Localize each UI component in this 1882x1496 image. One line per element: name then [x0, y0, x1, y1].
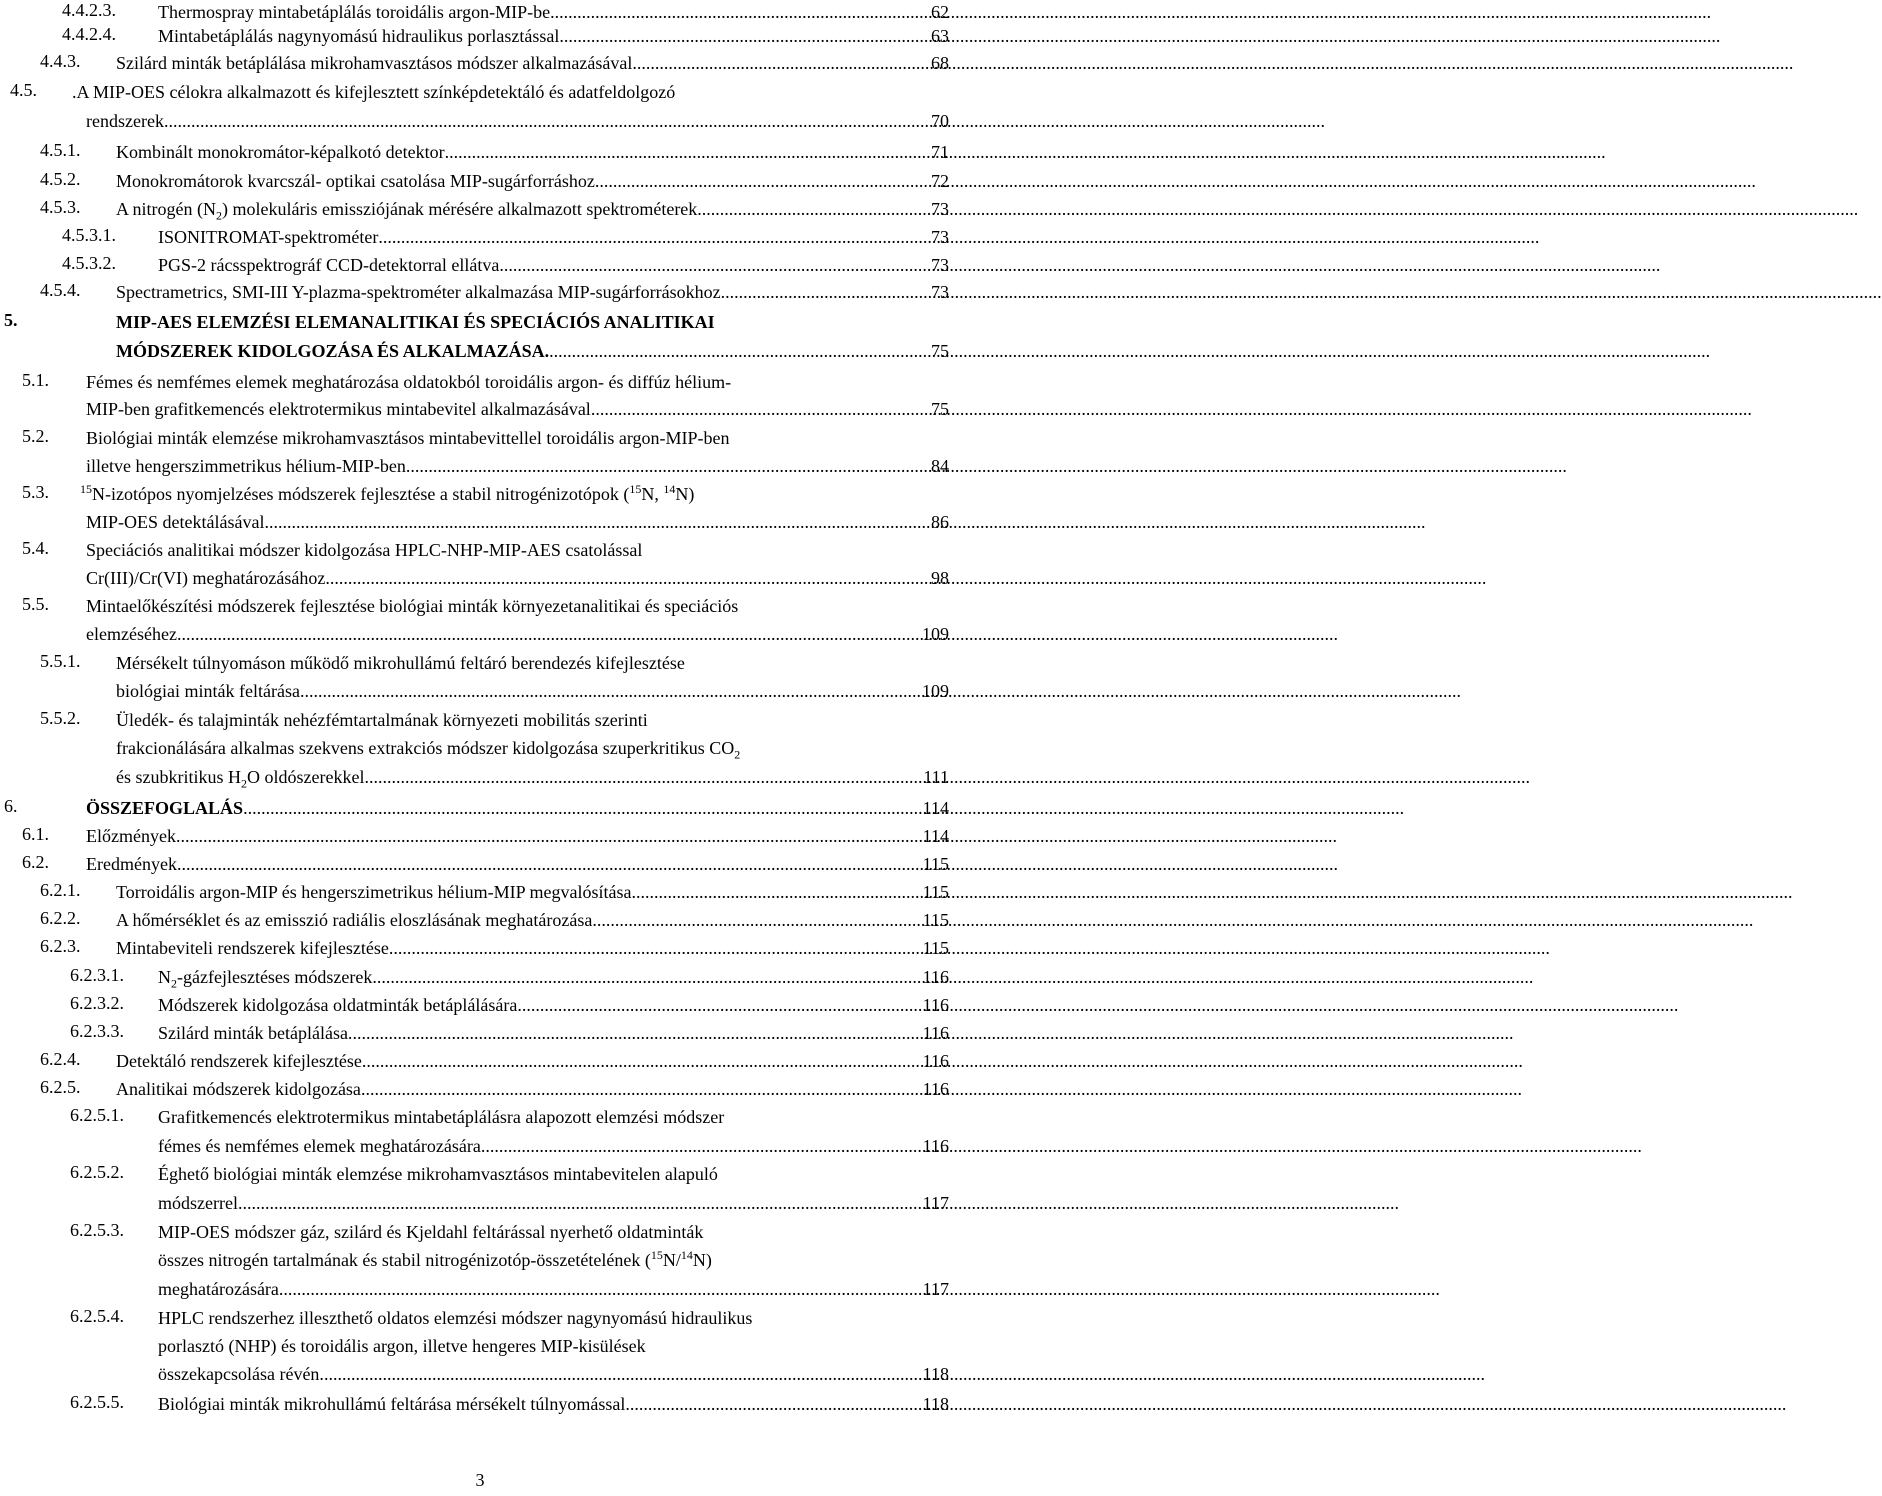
toc-page: 116	[922, 1051, 949, 1071]
toc-entry-line2	[86, 566, 949, 590]
toc-title: A nitrogén $(N_2)$ molekuláris emissziójának mérésére alkalmazott spektrométerek	[116, 199, 698, 223]
toc-entry-line2	[116, 679, 949, 703]
toc-title: Előzmények	[86, 826, 176, 846]
toc-page: 73	[931, 282, 949, 302]
toc-page: 73	[931, 199, 949, 219]
toc-title: Monokromátorok kvarcszál- optikai csatolása MIP-sugárforráshoz	[116, 171, 595, 191]
toc-entry-line3	[158, 1277, 949, 1301]
toc-page: 116	[922, 1079, 949, 1099]
toc-entry-line2	[158, 1134, 949, 1158]
toc-title: ISONITROMAT-spektrométer	[158, 227, 379, 247]
toc-page: 117	[922, 1193, 949, 1213]
toc-page: 84	[931, 456, 949, 476]
toc-number: 6.2.	[22, 852, 49, 872]
toc-number: 5.5.2.	[40, 708, 81, 728]
toc-entry	[86, 852, 949, 876]
toc-entry-line1	[158, 1105, 949, 1129]
toc-entry	[116, 197, 949, 221]
toc-entry	[116, 1077, 949, 1101]
toc-title: összekapcsolása révén.	[158, 1364, 324, 1384]
toc-title: Grafitkemencés elektrotermikus mintabetáplálásra alapozott elemzési módszer	[158, 1107, 725, 1127]
toc-page: 117	[922, 1279, 949, 1299]
toc-page: 116	[922, 967, 949, 987]
toc-entry	[116, 280, 949, 304]
toc-title: Analitikai módszerek kidolgozása	[116, 1079, 361, 1099]
toc-page: 75	[931, 399, 949, 419]
toc-number: 5.3.	[22, 482, 49, 502]
toc-entry	[116, 908, 949, 932]
toc-entry-line2	[86, 510, 949, 534]
toc-entry	[116, 936, 949, 960]
toc-page: 72	[931, 171, 949, 191]
toc-page: 114	[922, 798, 949, 818]
toc-entry	[116, 169, 949, 193]
toc-entry-line3	[116, 765, 949, 789]
toc-title: HPLC rendszerhez illeszthető oldatos elemzési módszer nagynyomású hidraulikus	[158, 1308, 753, 1328]
toc-title: Thermospray mintabetáplálás toroidális argon-MIP-be	[158, 2, 551, 22]
toc-page: 71	[931, 142, 949, 162]
toc-entry-line1	[116, 310, 949, 334]
toc-page: 63	[931, 26, 949, 46]
toc-entry	[86, 824, 949, 848]
toc-title: Módszerek kidolgozása oldatminták betáplálására	[158, 995, 518, 1015]
toc-page: 86	[931, 512, 949, 532]
toc-number: 5.5.	[22, 594, 49, 614]
toc-entry	[116, 880, 949, 904]
toc-entry	[116, 1049, 949, 1073]
toc-title: meghatározására	[158, 1279, 279, 1299]
toc-number: 4.4.2.4.	[62, 24, 116, 44]
toc-entry-line1	[86, 370, 949, 394]
toc-entry-line2	[158, 1334, 949, 1358]
toc-title: Üledék- és talajminták nehézfémtartalmának környezeti mobilitás szerinti	[116, 710, 648, 730]
toc-number: 6.2.5.	[40, 1077, 81, 1097]
toc-entry-line2	[116, 736, 949, 760]
toc-page: 115	[922, 882, 949, 902]
toc-number: 4.5.3.1.	[62, 225, 116, 245]
toc-number: 4.4.3.	[40, 51, 81, 71]
toc-page: 109	[922, 681, 949, 701]
toc-entry-line2	[86, 109, 949, 133]
toc-number: 4.5.4.	[40, 280, 81, 300]
toc-entry-line1	[158, 1162, 949, 1186]
toc-title: .A MIP-OES célokra alkalmazott és kifejlesztett színképdetektáló és adatfeldolgozó	[72, 82, 676, 102]
toc-number: 5.1.	[22, 370, 49, 390]
toc-title: Detektáló rendszerek kifejlesztése	[116, 1051, 362, 1071]
toc-title: módszerrel	[158, 1193, 238, 1213]
toc-entry-line2	[158, 1191, 949, 1215]
toc-entry-line2	[116, 339, 949, 363]
toc-title: MIP-OES módszer gáz, szilárd és Kjeldahl feltárással nyerhető oldatminták	[158, 1222, 704, 1242]
toc-entry-line1	[116, 708, 949, 732]
toc-entry	[86, 796, 949, 820]
toc-number: 5.	[4, 310, 18, 330]
toc-number: 4.5.2.	[40, 169, 81, 189]
toc-title: Kombinált monokromátor-képalkotó detektor	[116, 142, 445, 162]
toc-number: 4.5.3.	[40, 197, 81, 217]
toc-title: Biológiai minták mikrohullámú feltárása mérsékelt túlnyomással	[158, 1394, 626, 1414]
toc-page: 75	[931, 341, 949, 361]
toc-title: Fémes és nemfémes elemek meghatározása oldatokból toroidális argon- és diffúz hélium-	[86, 372, 732, 392]
toc-entry-line2	[86, 397, 949, 421]
toc-number: 6.2.5.1.	[70, 1105, 124, 1125]
toc-entry-line1	[158, 1306, 949, 1330]
toc-title: MIP-OES detektálásával	[86, 512, 265, 532]
toc-title: Speciációs analitikai módszer kidolgozása HPLC-NHP-MIP-AES csatolással	[86, 540, 643, 560]
toc-title: Mintabeviteli rendszerek kifejlesztése	[116, 938, 389, 958]
toc-number: 6.	[4, 796, 18, 816]
toc-title: Eredmények	[86, 854, 177, 874]
toc-entry	[158, 24, 949, 48]
toc-number: 6.2.2.	[40, 908, 81, 928]
toc-entry-line1	[72, 80, 949, 104]
toc-title: $^{15}$N-izotópos nyomjelzéses módszerek fejlesztése a stabil nitrogénizotópok ($^{15}$N, $^{14}$N)	[80, 482, 695, 504]
toc-page: 68	[931, 53, 949, 73]
toc-entry-line2	[86, 454, 949, 478]
page-number: 3	[475, 1470, 485, 1490]
toc-entry-line1	[86, 538, 949, 562]
toc-title: MÓDSZEREK KIDOLGOZÁSA ÉS ALKALMAZÁSA.	[116, 341, 550, 361]
toc-entry	[158, 993, 949, 1017]
toc-entry	[158, 965, 949, 989]
toc-entry	[158, 1021, 949, 1045]
toc-title: biológiai minták feltárása	[116, 681, 300, 701]
toc-page: 73	[931, 255, 949, 275]
toc-entry-line1	[86, 426, 949, 450]
toc-entry-line3	[158, 1362, 949, 1386]
toc-title: és szubkritikus $H_2O$ oldószerekkel.	[116, 767, 369, 791]
toc-title: ÖSSZEFOGLALÁS	[86, 798, 244, 818]
toc-number: 6.2.5.4.	[70, 1306, 124, 1326]
toc-title: Torroidális argon-MIP és hengerszimetrikus hélium-MIP megvalósítása	[116, 882, 632, 902]
toc-title: fémes és nemfémes elemek meghatározására	[158, 1136, 481, 1156]
toc-number: 6.2.3.1.	[70, 965, 124, 985]
toc-page: 118	[922, 1364, 949, 1384]
toc-number: 6.2.3.3.	[70, 1021, 124, 1041]
toc-entry-line1	[116, 651, 949, 675]
toc-entry-line1	[80, 482, 949, 506]
toc-title: A hőmérséklet és az emisszió radiális eloszlásának meghatározása	[116, 910, 593, 930]
toc-page: 109	[922, 624, 949, 644]
toc-page: 73	[931, 227, 949, 247]
toc-number: 5.5.1.	[40, 651, 81, 671]
toc-title: porlasztó (NHP) és toroidális argon, illetve hengeres MIP-kisülések	[158, 1336, 646, 1356]
toc-title: MIP-AES ELEMZÉSI ELEMANALITIKAI ÉS SPECIÁCIÓS ANALITIKAI	[116, 312, 715, 332]
toc-page: 116	[922, 995, 949, 1015]
toc-number: 4.5.3.2.	[62, 253, 116, 273]
toc-title: Spectrametrics, SMI-III Y-plazma-spektrométer alkalmazása MIP-sugárforrásokhoz	[116, 282, 721, 302]
toc-entry	[116, 51, 949, 75]
toc-number: 6.1.	[22, 824, 49, 844]
toc-title: $N_2$-gázfejlesztéses módszerek	[158, 967, 373, 991]
toc-title: Éghető biológiai minták elemzése mikrohamvasztásos mintabevitelen alapuló	[158, 1164, 718, 1184]
toc-title: elemzéséhez	[86, 624, 177, 644]
toc-number: 6.2.4.	[40, 1049, 81, 1069]
toc-entry-line1	[86, 594, 949, 618]
toc-number: 4.5.1.	[40, 140, 81, 160]
toc-page: 116	[922, 1136, 949, 1156]
toc-number: 4.4.2.3.	[62, 0, 116, 20]
toc-title: frakcionálására alkalmas szekvens extrakciós módszer kidolgozása szuperkritikus $CO_2$	[116, 738, 741, 762]
toc-number: 5.4.	[22, 538, 49, 558]
toc-number: 6.2.5.2.	[70, 1162, 124, 1182]
toc-entry	[158, 0, 949, 24]
toc-number: 4.5.	[10, 80, 37, 100]
toc-entry-line2	[158, 1248, 949, 1272]
toc-entry	[158, 225, 949, 249]
toc-page: 62	[931, 2, 949, 22]
toc-title: Szilárd minták betáplálása.	[158, 1023, 353, 1043]
toc-page: 115	[922, 854, 949, 874]
toc-page: 115	[922, 910, 949, 930]
toc-page: 111	[923, 767, 949, 787]
toc-page: 116	[922, 1023, 949, 1043]
toc-page: 115	[922, 938, 949, 958]
toc-title: rendszerek	[86, 111, 164, 131]
toc-title: Biológiai minták elemzése mikrohamvasztásos mintabevittellel toroidális argon-MIP-ben	[86, 428, 730, 448]
toc-number: 6.2.1.	[40, 880, 81, 900]
toc-number: 6.2.3.2.	[70, 993, 124, 1013]
toc-number: 6.2.5.3.	[70, 1220, 124, 1240]
toc-page: 98	[931, 568, 949, 588]
toc-title: Mérsékelt túlnyomáson működő mikrohullámú feltáró berendezés kifejlesztése	[116, 653, 685, 673]
toc-page: 114	[922, 826, 949, 846]
toc-title: Mintabetáplálás nagynyomású hidraulikus porlasztással	[158, 26, 560, 46]
toc-title: MIP-ben grafitkemencés elektrotermikus mintabevitel alkalmazásával	[86, 399, 591, 419]
toc-title: Szilárd minták betáplálása mikrohamvasztásos módszer alkalmazásával	[116, 53, 633, 73]
toc-title: Cr(III)/Cr(VI) meghatározásához	[86, 568, 326, 588]
toc-entry	[116, 140, 949, 164]
toc-number: 5.2.	[22, 426, 49, 446]
toc-number: 6.2.3.	[40, 936, 81, 956]
toc-entry	[158, 1392, 949, 1416]
toc-entry	[158, 253, 949, 277]
toc-title: összes nitrogén tartalmának és stabil nitrogénizotóp-összetételének ($^{15}$N/$^{14}$N)	[158, 1248, 712, 1270]
toc-page: 70	[931, 111, 949, 131]
toc-page: 118	[922, 1394, 949, 1414]
toc-title: Mintaelőkészítési módszerek fejlesztése biológiai minták környezetanalitikai és speciációs	[86, 596, 739, 616]
toc-number: 6.2.5.5.	[70, 1392, 124, 1412]
toc-title: PGS-2 rácsspektrográf CCD-detektorral ellátva	[158, 255, 500, 275]
toc-title: illetve hengerszimmetrikus hélium-MIP-ben	[86, 456, 406, 476]
toc-entry-line1	[158, 1220, 949, 1244]
toc-entry-line2	[86, 622, 949, 646]
